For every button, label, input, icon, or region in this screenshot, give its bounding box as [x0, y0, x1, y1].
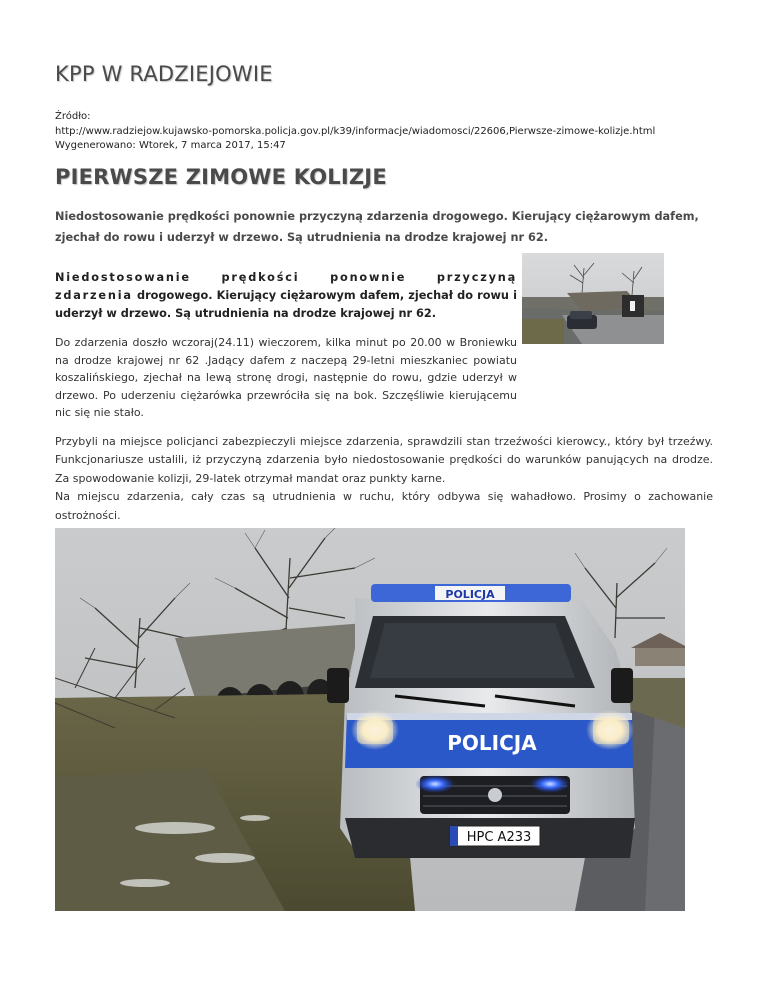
article-paragraph-1: Do zdarzenia doszło wczoraj(24.11) wieczorem, kilka minut po 20.00 w Broniewku na drodze krajowej nr 62 .Jadący dafem z naczepą 29-letni mieszkaniec powiatu koszalińskiego, zjechał na lewą stronę drogi, następnie do rowu, gdzie uderzył w drzewo. Po uderzeniu ciężarówka przewróciła się na bok. Szczęśliwie kierującemu nic się nie stało.: [55, 336, 517, 420]
accident-photo: [55, 528, 685, 911]
thumbnail-photo: [522, 253, 664, 344]
article-title: PIERWSZE ZIMOWE KOLIZJE: [55, 165, 387, 189]
lead-repeat-first-line: Niedostosowanie prędkości ponownie przyczyną zdarzenia: [55, 271, 517, 302]
article-lead-repeat: [55, 269, 517, 323]
source-url[interactable]: http://www.radziejow.kujawsko-pomorska.policja.gov.pl/k39/informacje/wiadomosci/22606,Pierwsze-zimowe-kolizje.html: [55, 125, 656, 137]
lightbar-text: POLICJA: [445, 588, 495, 601]
article-lead: Niedostosowanie prędkości ponownie przyczyną zdarzenia drogowego. Kierujący ciężarowym dafem, zjechał do rowu i uderzył w drzewo. Są utrudnienia na drodze krajowej nr 62.: [55, 210, 699, 244]
lead-repeat-rest: drogowego. Kierujący ciężarowym dafem, zjechał do rowu i uderzył w drzewo. Są utrudnienia na drodze krajowej nr 62.: [55, 289, 517, 320]
paragraph-2b: Na miejscu zdarzenia, cały czas są utrudnienia w ruchu, który odbywa się wahadłowo. Prosimy o zachowanie ostrożności.: [55, 490, 713, 522]
site-title: KPP W RADZIEJOWIE: [55, 62, 273, 86]
police-van: [327, 584, 635, 858]
hood-text: POLICJA: [447, 731, 537, 755]
source-label: Źródło:: [55, 111, 91, 122]
source-meta: [55, 110, 655, 154]
generated-date: Wygenerowano: Wtorek, 7 marca 2017, 15:47: [55, 140, 286, 151]
license-plate: HPC A233: [466, 830, 532, 845]
paragraph-2a: Przybyli na miejsce policjanci zabezpieczyli miejsce zdarzenia, sprawdzili stan trzeźwości kierowcy., który był trzeźwy. Funkcjonariusze ustalili, iż przyczyną zdarzenia było niedostosowanie prędkości do warunków panujących na drodze. Za spowodowanie kolizji, 29-latek otrzymał mandat oraz punkty karne.: [55, 435, 713, 485]
article-paragraph-2: [55, 433, 713, 525]
